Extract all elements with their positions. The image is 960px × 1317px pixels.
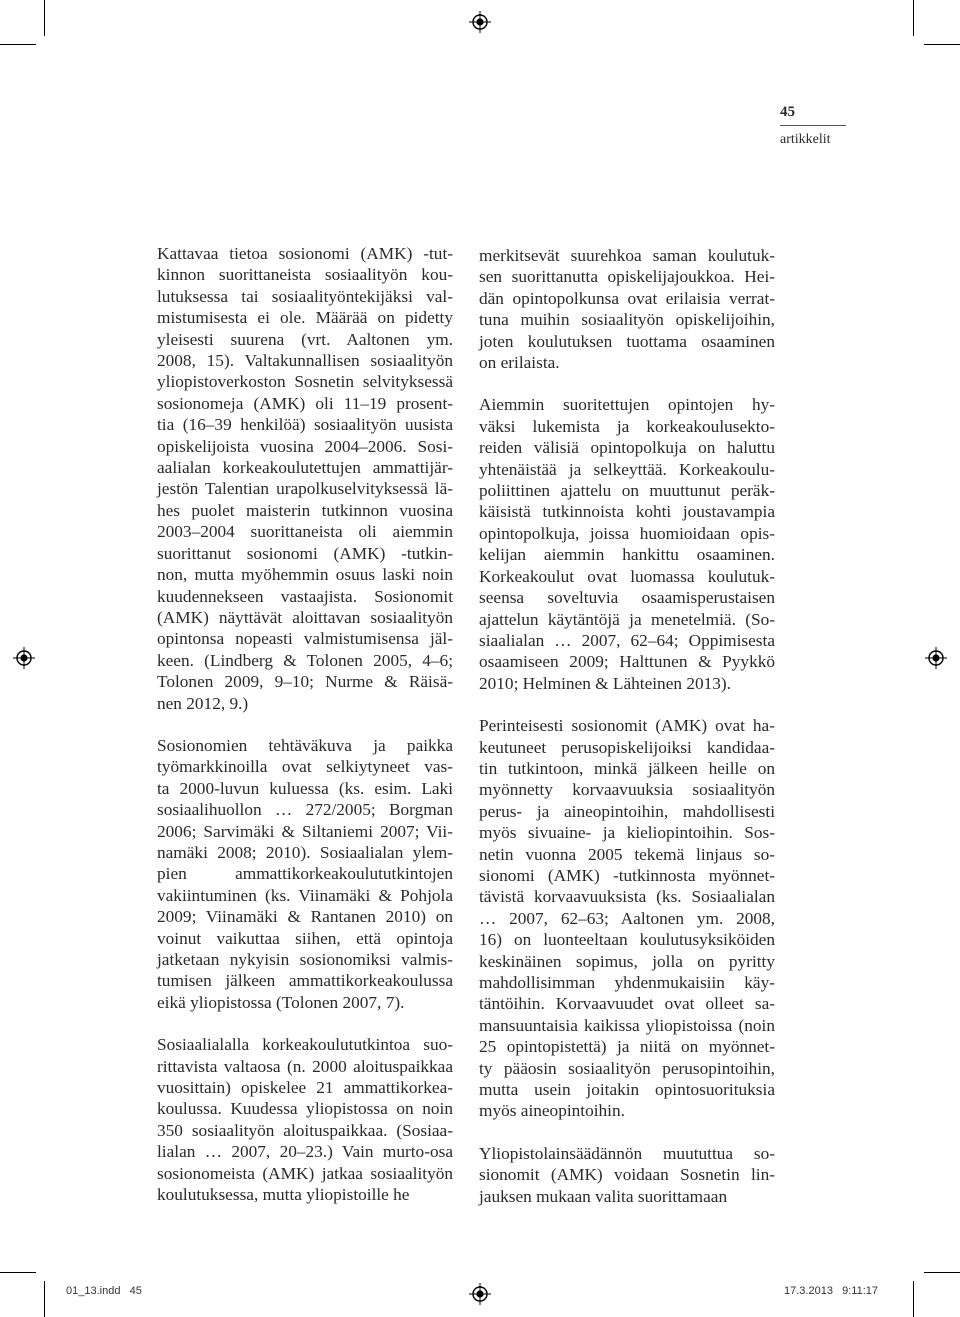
timestamp-slug: 17.3.2013 9:11:17 bbox=[784, 1285, 878, 1297]
text-line: opiskelijoista vuosina 2004–2006. Sosi- bbox=[157, 436, 453, 456]
text-line: tuna muihin sosiaalityön opiskelijoihin, bbox=[479, 310, 775, 330]
text-line: koulussa. Kuudessa yliopistossa on noin bbox=[157, 1099, 453, 1119]
text-line: mutta usein joitakin opintosuorituksia bbox=[479, 1080, 775, 1100]
text-line: 2003–2004 suorittaneista oli aiemmin bbox=[157, 522, 453, 542]
text-line: non, mutta myöhemmin osuus laski noin bbox=[157, 565, 453, 585]
text-line: myös sivuaine- ja kieliopintoihin. Sos- bbox=[479, 823, 775, 843]
registration-mark-icon bbox=[925, 647, 947, 669]
text-line: 25 opintopistettä) ja niitä on myönnet- bbox=[479, 1037, 775, 1057]
left-column bbox=[157, 243, 453, 1205]
text-line: Korkeakoulut ovat luomassa koulutuk- bbox=[479, 566, 775, 586]
text-line: keen. (Lindberg & Tolonen 2005, 4–6; bbox=[157, 650, 453, 670]
text-line: (AMK) näyttävät aloittavan sosiaalityön bbox=[157, 607, 453, 627]
text-line: vakiintuminen (ks. Viinamäki & Pohjola bbox=[157, 885, 453, 905]
text-line: mistumisesta ei ole. Määrää on pidetty bbox=[157, 308, 453, 328]
text-line: … 2007, 62–63; Aaltonen ym. 2008, bbox=[479, 908, 775, 928]
text-line: keutuneet perusopiskelijoiksi kandidaa- bbox=[479, 737, 775, 757]
text-line: Kattavaa tietoa sosionomi (AMK) -tut- bbox=[157, 244, 453, 263]
text-line: Aiemmin suoritettujen opintojen hy- bbox=[479, 395, 775, 415]
section-label: artikkelit bbox=[780, 132, 831, 147]
crop-mark bbox=[44, 1281, 45, 1317]
text-line: jatketaan nykyisin sosionomiksi valmis- bbox=[157, 950, 453, 969]
crop-mark bbox=[913, 1281, 914, 1317]
text-line: Perinteisesti sosionomit (AMK) ovat ha- bbox=[479, 716, 775, 736]
body-paragraph bbox=[157, 243, 453, 714]
text-line: namäki 2008; 2010). Sosiaalialan ylem- bbox=[157, 842, 453, 862]
text-line: keskinäinen sopimus, jolla on pyritty bbox=[479, 951, 775, 971]
text-line: täntöihin. Korvaavuudet ovat olleet sa- bbox=[479, 994, 775, 1014]
text-line: opintopolkuja, joissa huomioidaan opis- bbox=[479, 523, 775, 543]
text-line: ty pääosin sosiaalityön perusopintoihin, bbox=[479, 1058, 775, 1078]
text-line: sosiaalihuollon … 272/2005; Borgman bbox=[157, 800, 453, 820]
right-column bbox=[479, 245, 775, 1207]
text-line: perus- ja aineopintoihin, mahdollisesti bbox=[479, 801, 775, 821]
text-line: Yliopistolainsäädännön muututtua so- bbox=[479, 1143, 775, 1163]
text-line: seensa soveltuvia osaamisperustaisen bbox=[479, 588, 775, 608]
body-paragraph bbox=[479, 1143, 775, 1207]
paragraph-gap bbox=[479, 1122, 775, 1143]
text-line: työmarkkinoilla ovat selkiytyneet vas- bbox=[157, 757, 453, 777]
text-line: mahdollisimman yhdenmukaisiin käy- bbox=[479, 973, 775, 992]
text-line: Sosiaalialalla korkeakoulututkintoa suo- bbox=[157, 1035, 453, 1055]
text-line: ajattelun käytäntöjä ja menetelmiä. (So- bbox=[479, 609, 775, 629]
text-line: yleisesti suurena (vrt. Aaltonen ym. bbox=[157, 329, 453, 349]
text-line: 2010; Helminen & Lähteinen 2013). bbox=[479, 673, 731, 693]
body-paragraph bbox=[157, 735, 453, 1013]
text-line: lutuksessa tai sosiaalityöntekijäksi val- bbox=[157, 286, 453, 306]
text-line: koulutuksessa, mutta yliopistoille he bbox=[157, 1185, 410, 1205]
text-line: tin tutkintoon, minkä jälkeen heille on bbox=[479, 758, 775, 778]
paragraph-gap bbox=[157, 1013, 453, 1034]
text-line: vuosittain) opiskelee 21 ammattikorkea- bbox=[157, 1078, 453, 1098]
text-line: netin vuonna 2005 tekemä linjaus so- bbox=[479, 844, 775, 864]
text-line: Sosionomien tehtäväkuva ja paikka bbox=[157, 735, 453, 755]
text-line: myönnetty korvaavuuksia sosiaalityön bbox=[479, 780, 775, 800]
body-paragraph bbox=[479, 715, 775, 1122]
page-number: 45 bbox=[780, 104, 795, 120]
text-line: tumisen jälkeen ammattikorkeakoulussa bbox=[157, 971, 453, 991]
crop-mark bbox=[0, 1272, 36, 1273]
text-line: reiden välisiä opintopolkuja on haluttu bbox=[479, 438, 775, 458]
text-line: nen 2012, 9.) bbox=[157, 693, 249, 713]
page-header bbox=[780, 104, 846, 148]
text-line: jauksen mukaan valita suorittamaan bbox=[479, 1186, 728, 1206]
text-line: yliopistoverkoston Sosnetin selvityksessä bbox=[157, 372, 453, 392]
text-line: joten koulutuksen tuottama osaaminen bbox=[479, 331, 775, 351]
crop-mark bbox=[913, 0, 914, 36]
text-line: myös aineopintoihin. bbox=[479, 1101, 625, 1121]
body-paragraph bbox=[157, 1034, 453, 1205]
text-line: eikä yliopistossa (Tolonen 2007, 7). bbox=[157, 992, 405, 1012]
text-line: 2006; Sarvimäki & Siltaniemi 2007; Vii- bbox=[157, 821, 453, 841]
text-line: ta 2000-luvun kuluessa (ks. esim. Laki bbox=[157, 778, 453, 798]
text-line: pien ammattikorkeakoulututkintojen bbox=[157, 864, 453, 884]
text-line: merkitsevät suurehkoa saman koulutuk- bbox=[479, 246, 775, 265]
text-line: käisistä tutkinnoista kohti joustavampia bbox=[479, 502, 775, 522]
text-line: 16) on luonteeltaan koulutusyksiköiden bbox=[479, 930, 775, 950]
crop-mark bbox=[924, 1272, 960, 1273]
text-line: sosionomeista (AMK) jatkaa sosiaalityön bbox=[157, 1163, 453, 1183]
text-line: dän opintopolkunsa ovat erilaisia verrat- bbox=[479, 288, 775, 308]
text-line: aalialan korkeakoulutettujen ammattijär- bbox=[157, 458, 453, 478]
text-line: voinut vaikuttaa siihen, että opintoja bbox=[157, 928, 453, 948]
text-line: osaamiseen 2009; Halttunen & Pyykkö bbox=[479, 652, 775, 672]
paragraph-gap bbox=[479, 694, 775, 715]
file-slug: 01_13.indd 45 bbox=[66, 1285, 142, 1297]
text-line: sionomit (AMK) voidaan Sosnetin lin- bbox=[479, 1165, 775, 1185]
text-line: sen suorittanutta opiskelijajoukkoa. Hei- bbox=[479, 267, 775, 287]
registration-mark-icon bbox=[13, 647, 35, 669]
text-line: tävistä korvaavuuksista (ks. Sosiaalialan bbox=[479, 887, 775, 907]
text-line: sionomi (AMK) -tutkinnosta myönnet- bbox=[479, 865, 775, 885]
text-line: poliittinen ajattelu on muuttunut peräk- bbox=[479, 481, 775, 501]
text-line: siaalialan … 2007, 62–64; Oppimisesta bbox=[479, 630, 775, 650]
text-line: suorittanut sosionomi (AMK) -tutkin- bbox=[157, 543, 453, 563]
text-line: rittavista valtaosa (n. 2000 aloituspaikkaa bbox=[157, 1056, 453, 1076]
text-line: jestön Talentian urapolkuselvityksessä lä- bbox=[157, 479, 453, 499]
text-line: mansuuntaisia kaikissa yliopistoissa (noin bbox=[479, 1015, 775, 1035]
text-line: on erilaista. bbox=[479, 353, 560, 373]
crop-mark bbox=[924, 44, 960, 45]
registration-mark-icon bbox=[469, 11, 491, 33]
text-line: Tolonen 2009, 9–10; Nurme & Räisä- bbox=[157, 672, 453, 692]
paragraph-gap bbox=[157, 714, 453, 735]
crop-mark bbox=[44, 0, 45, 36]
body-paragraph bbox=[479, 394, 775, 694]
paragraph-gap bbox=[479, 373, 775, 394]
text-line: kinnon suorittaneista sosiaalityön kou- bbox=[157, 265, 453, 285]
registration-mark-icon bbox=[469, 1283, 491, 1305]
text-line: sosionomeja (AMK) oli 11–19 prosent- bbox=[157, 393, 453, 413]
text-line: 350 sosiaalityön aloituspaikkaa. (Sosiaa- bbox=[157, 1120, 453, 1140]
text-line: 2009; Viinamäki & Rantanen 2010) on bbox=[157, 907, 453, 927]
text-line: 2008, 15). Valtakunnallisen sosiaalityön bbox=[157, 351, 453, 371]
text-line: kelijan aiemmin hankittu osaaminen. bbox=[479, 545, 775, 565]
body-paragraph bbox=[479, 245, 775, 373]
text-line: väksi lukemista ja korkeakoulusekto- bbox=[479, 416, 775, 436]
text-line: kuudennekseen vastaajista. Sosionomit bbox=[157, 586, 453, 606]
crop-mark bbox=[0, 44, 36, 45]
text-line: yhtenäistää ja selkeyttää. Korkeakoulu- bbox=[479, 459, 775, 479]
text-line: opintonsa nopeasti valmistumisensa jäl- bbox=[157, 629, 453, 649]
text-line: lialan … 2007, 20–23.) Vain murto-osa bbox=[157, 1142, 453, 1162]
text-line: tia (16–39 henkilöä) sosiaalityön uusista bbox=[157, 415, 453, 435]
text-line: hes puolet maisterin tutkinnon vuosina bbox=[157, 500, 453, 520]
header-rule bbox=[780, 125, 846, 126]
